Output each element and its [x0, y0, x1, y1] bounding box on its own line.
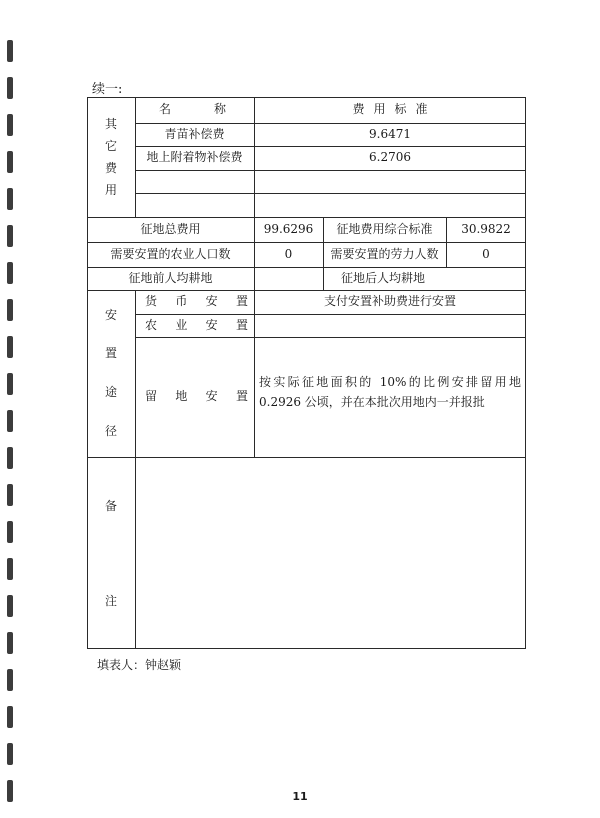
header-name: 名 称: [159, 102, 226, 117]
agri-population-value: 0: [284, 246, 293, 261]
binder-hole: [7, 151, 13, 173]
fee-name: 青苗补偿费: [164, 126, 225, 141]
fee-value: 6.2706: [369, 150, 411, 165]
binder-hole: [7, 743, 13, 765]
binder-hole: [7, 225, 13, 247]
continuation-label: 续一:: [92, 82, 123, 97]
total-cost-label: 征地总费用: [140, 221, 201, 236]
reserved-land-resettlement-label: 留 地 安 置: [145, 389, 248, 404]
fee-value: 9.6471: [369, 126, 411, 141]
binder-hole: [7, 521, 13, 543]
remarks-label-bottom: 注: [104, 594, 117, 609]
fee-name: [135, 170, 254, 193]
fee-value: [254, 170, 526, 193]
binder-hole: [7, 373, 13, 395]
fee-name: [135, 193, 254, 217]
agri-population-label: 需要安置的农业人口数: [110, 246, 231, 261]
binder-hole: [7, 188, 13, 210]
composite-standard-value: 30.9822: [461, 221, 511, 236]
page-number: 11: [292, 790, 308, 803]
resettlement-label: 安 置 途 径: [104, 307, 117, 438]
binder-hole: [7, 114, 13, 136]
agricultural-resettlement-value: [254, 314, 526, 337]
binder-hole: [7, 669, 13, 691]
agricultural-resettlement-label: 农 业 安 置: [145, 317, 248, 332]
per-capita-before-label: 征地前人均耕地: [128, 270, 213, 285]
total-cost-value: 99.6296: [263, 221, 314, 236]
binder-hole: [7, 299, 13, 321]
binder-hole: [7, 410, 13, 432]
binder-hole: [7, 447, 13, 469]
binder-hole: [7, 336, 13, 358]
binder-hole: [7, 484, 13, 506]
binder-hole: [7, 706, 13, 728]
form-filler: 填表人：钟赵颖: [97, 658, 182, 672]
binder-hole: [7, 40, 13, 62]
monetary-resettlement-value: 支付安置补助费进行安置: [323, 294, 456, 309]
binder-hole: [7, 595, 13, 617]
monetary-resettlement-label: 货 币 安 置: [145, 294, 248, 309]
remarks-label-top: 备: [104, 499, 117, 514]
binder-hole: [7, 632, 13, 654]
fee-value: [254, 193, 526, 217]
land-acquisition-table: [87, 97, 526, 649]
header-standard: 费 用 标 准: [352, 102, 428, 117]
reserved-land-resettlement-value: 按实际征地面积的 10%的比例安排留用地 0.2926 公顷，并在本批次用地内一并报批: [259, 375, 521, 409]
binder-hole: [7, 77, 13, 99]
composite-standard-label: 征地费用综合标准: [336, 221, 433, 236]
binder-hole: [7, 558, 13, 580]
rule: [87, 648, 526, 649]
labor-count-value: 0: [482, 246, 490, 261]
remarks-content: [135, 457, 525, 648]
fee-name: 地上附着物补偿费: [146, 150, 243, 165]
binder-hole: [7, 262, 13, 284]
other-fees-label: 其 它 费 用: [104, 117, 117, 197]
per-capita-after-label: 征地后人均耕地: [341, 270, 426, 285]
binder-holes: [0, 0, 30, 818]
labor-count-label: 需要安置的劳力人数: [330, 246, 439, 261]
per-capita-before-value: [254, 267, 323, 290]
